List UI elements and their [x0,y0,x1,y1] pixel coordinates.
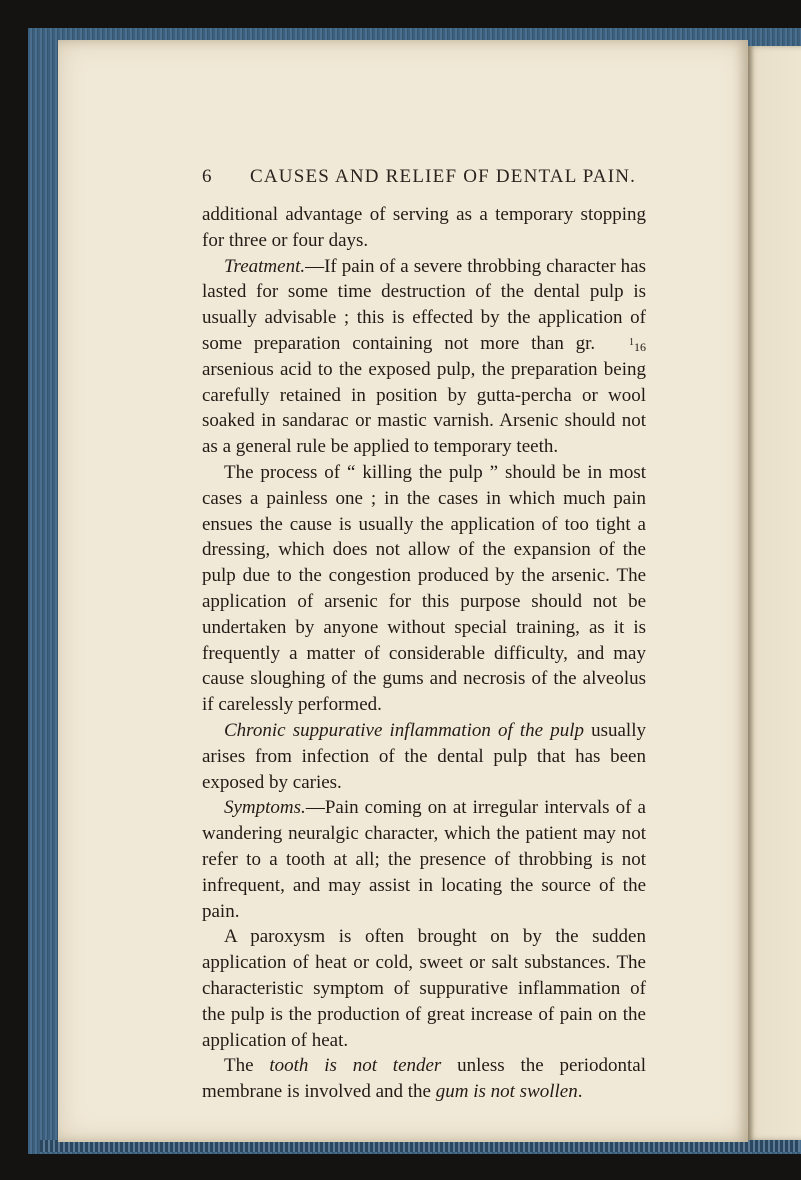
emphasis-text: tooth is not tender [269,1055,442,1077]
paragraph-lead: Treatment. [224,255,306,277]
paragraph-treatment [202,254,646,460]
paragraph-symptoms [202,795,646,924]
fraction [607,337,646,353]
paragraph-lead: Symptoms. [224,797,306,819]
paragraph-text: additional advantage of serving as a temporary stopping for three or four days. [202,204,646,251]
emphasis-text: gum is not swollen [435,1081,578,1103]
paragraph-killing-pulp [202,460,646,718]
fraction-numerator: 1 [629,336,634,348]
paragraph-text: A paroxysm is often brought on by the sudden application of heat or cold, sweet or salt substances. The characteristic symptom of suppurative inflammation of the pulp is the production of great increase of pain on the application of heat. [202,926,646,1051]
paragraph-text: unless the periodontal membrane is involved and the [202,1055,646,1103]
page-number: 6 [202,166,213,187]
running-title: CAUSES AND RELIEF OF DENTAL PAIN. [250,166,637,187]
paragraph-tooth-not-tender [202,1053,646,1105]
paragraph-paroxysm [202,924,646,1053]
paragraph-lead: Chronic suppurative inflammation of the pulp [224,719,584,741]
paragraph-text: —Pain coming on at irregular intervals of a wandering neuralgic character, which the patient may not refer to a tooth at all; the presence of throbbing is not infrequent, and may assist in locating the source of the pain. [202,797,646,922]
paragraph-chronic [202,718,646,795]
paragraph-continuation [202,202,646,254]
paragraph-text: —If pain of a severe throbbing character has lasted for some time destruction of the dental pulp is usually advisable ; this is effected by the application of some preparation containing not more than gr. [202,255,646,354]
paragraph-text: The process of “ killing the pulp ” should be in most cases a painless one ; in the cases in which much pain ensues the cause is usually the application of too tight a dressing, which does not allow of the expansion of the pulp due to the congestion produced by the arsenic. The application of arsenic for this purpose should not be undertaken by anyone without special training, as it is frequently a matter of considerable difficulty, and may cause sloughing of the gums and necrosis of the alveolus if carelessly performed. [202,461,646,716]
fraction-denominator: 16 [634,339,646,354]
paragraph-text: The [224,1055,270,1077]
paragraph-text: usually arises from infection of the dental pulp that has been exposed by caries. [202,719,646,793]
adjacent-page-edge [748,46,801,1140]
paragraph-text-after: arsenious acid to the exposed pulp, the preparation being carefully retained in position by gutta-percha or wool soaked in sandarac or mastic varnish. Arsenic should not as a general rule be applied to temporary teeth. [202,358,646,458]
paragraph-text: . [577,1081,583,1103]
body-text [202,202,646,1105]
running-header [202,166,637,192]
